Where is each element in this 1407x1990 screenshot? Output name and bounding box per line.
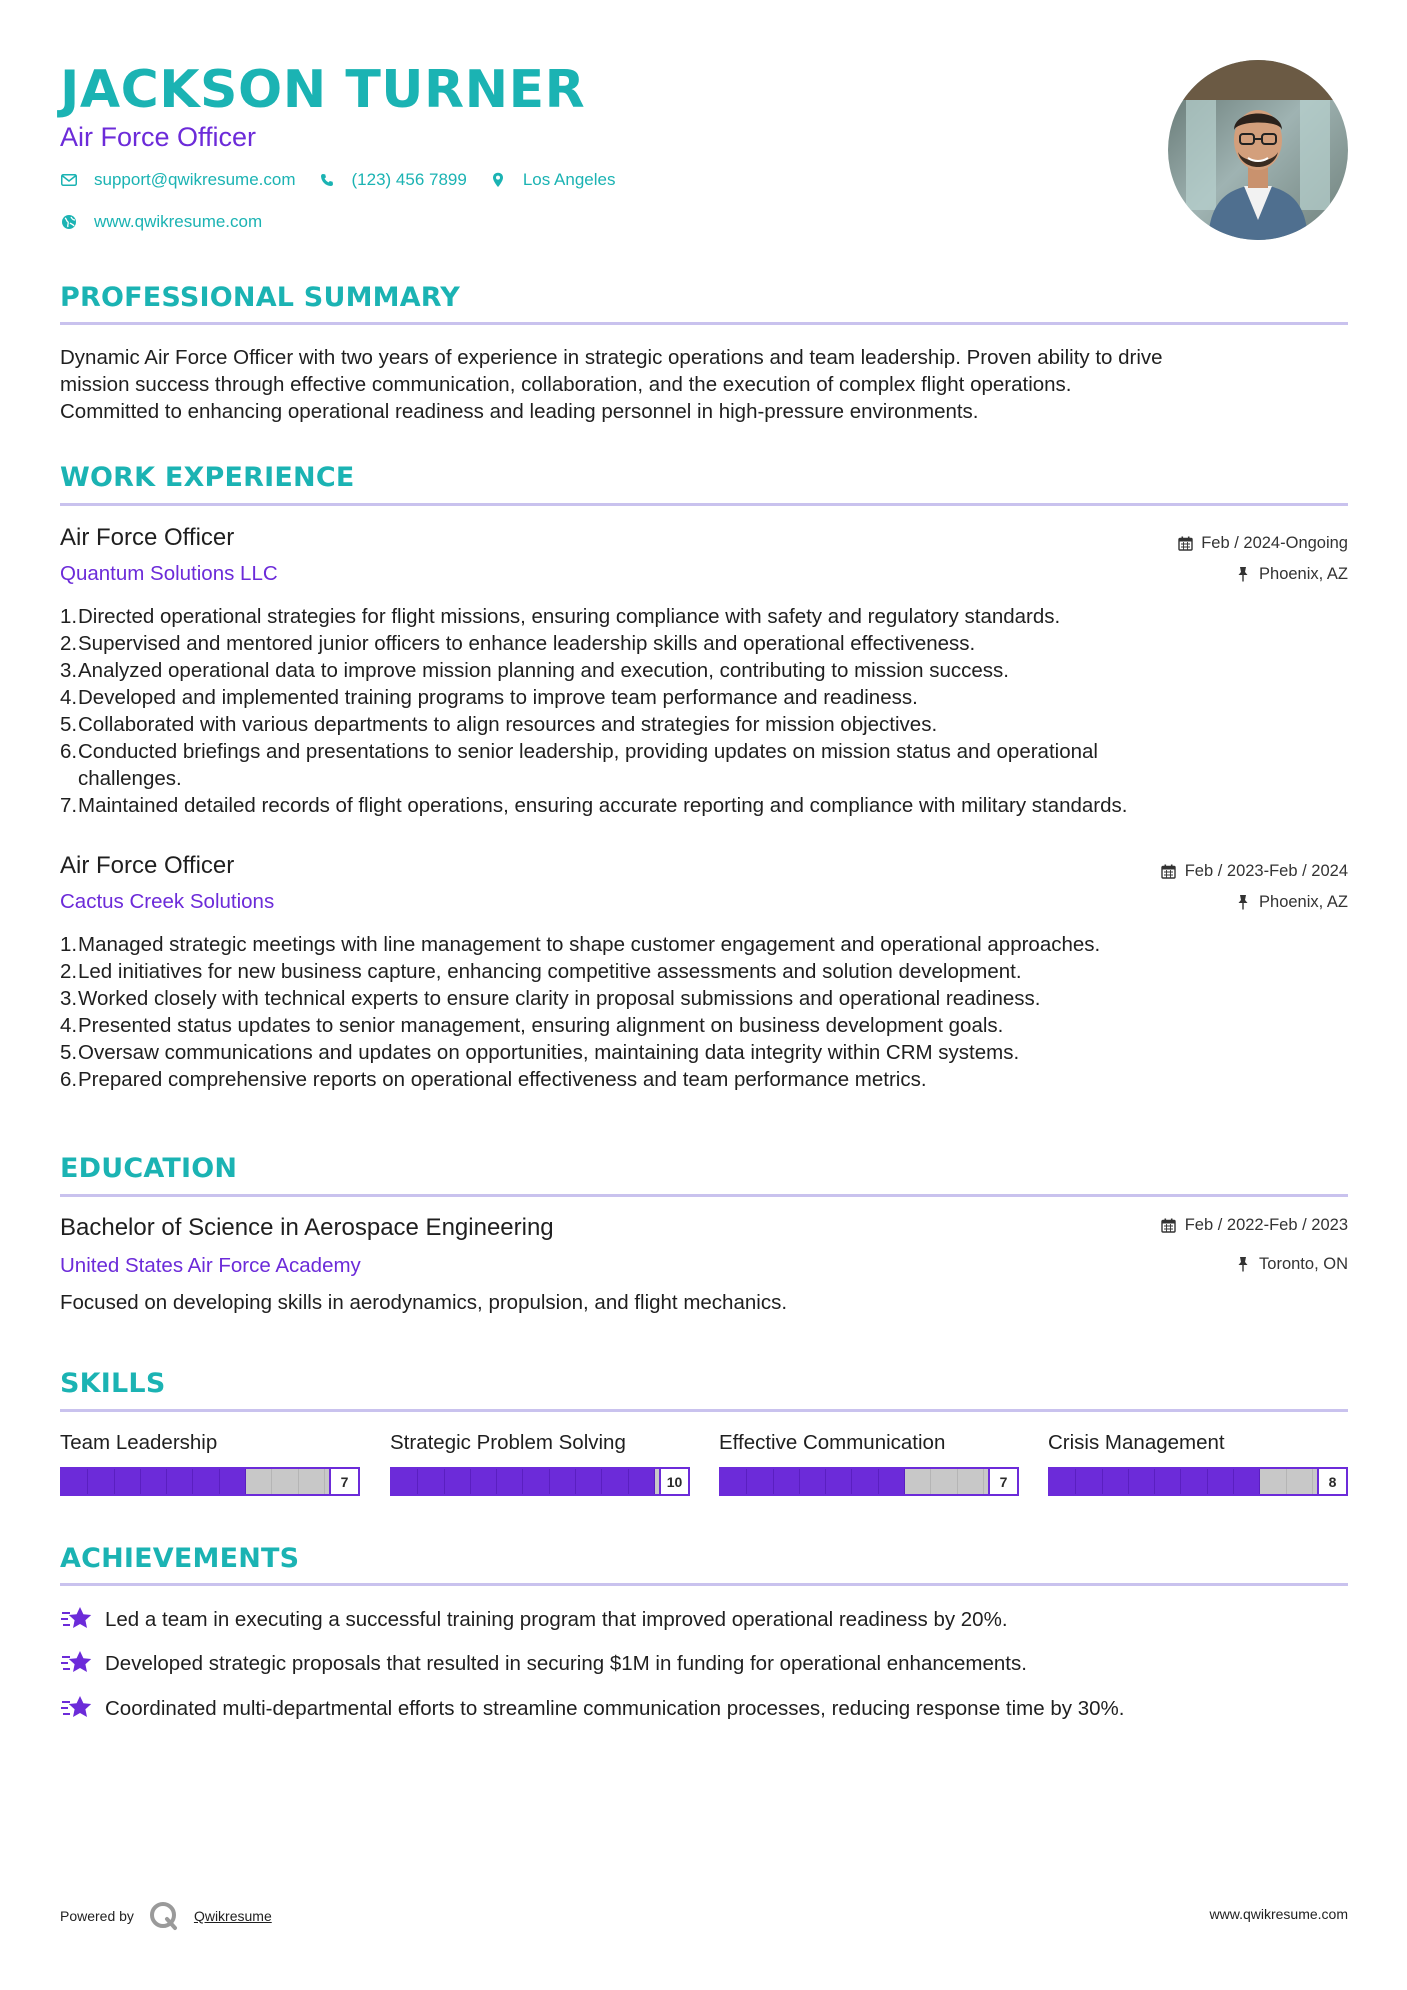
skill-bar-segment: [721, 1469, 747, 1494]
skill-name: Team Leadership: [60, 1431, 218, 1454]
job-location-text: Phoenix, AZ: [1259, 893, 1348, 911]
skill-name: Crisis Management: [1048, 1431, 1225, 1454]
candidate-name: JACKSON TURNER: [60, 60, 586, 120]
list-item: 5. Oversaw communications and updates on opportunities, maintaining data integrity within CRM systems.: [60, 1041, 1020, 1064]
skills-divider: [60, 1409, 1348, 1412]
list-item: 1. Directed operational strategies for flight missions, ensuring compliance with safety and regulatory standards.: [60, 605, 1061, 628]
candidate-role: Air Force Officer: [60, 122, 257, 152]
achievements-divider: [60, 1583, 1348, 1586]
job-title: Air Force Officer: [60, 852, 235, 879]
job-bullets: [60, 603, 1350, 819]
footer-powered-by: [60, 1900, 272, 1932]
skill-bar-segment: [88, 1469, 114, 1494]
skill-bar-segment: [800, 1469, 826, 1494]
skill-bar-segment: [141, 1469, 167, 1494]
skill-bar-segment: [1129, 1469, 1155, 1494]
calendar-icon: [1161, 1217, 1177, 1233]
job-location: [1235, 891, 1348, 913]
qwikresume-logo-icon: [148, 1900, 180, 1932]
phone-text: (123) 456 7899: [351, 170, 467, 189]
summary-line: mission success through effective communication, collaboration, and the execution of complex flight operations.: [60, 373, 1072, 396]
contact-row-2: [60, 212, 284, 232]
education-heading: EDUCATION: [60, 1153, 238, 1184]
achievement-text: Led a team in executing a successful training program that improved operational readiness by 20%.: [105, 1607, 1008, 1631]
skill-bar-segment: [905, 1469, 931, 1494]
contact-row-1: [60, 170, 637, 190]
skill-bar: [719, 1467, 1019, 1496]
education-divider: [60, 1194, 1348, 1197]
list-item: 5. Collaborated with various departments to align resources and strategies for mission objectives.: [60, 713, 938, 736]
skill-bar: [1048, 1467, 1348, 1496]
skill-bar-segment: [550, 1469, 576, 1494]
skill-bar-segment: [826, 1469, 852, 1494]
job-location: [1235, 563, 1348, 585]
skill-item: [1048, 1430, 1348, 1490]
powered-by-text: Powered by: [60, 1908, 134, 1924]
envelope-icon: [60, 171, 78, 189]
education-dates-text: Feb / 2022-Feb / 2023: [1184, 1216, 1348, 1234]
skill-bar-segment: [602, 1469, 628, 1494]
skill-bar-segment: [299, 1469, 325, 1494]
skill-bar-segment: [471, 1469, 497, 1494]
experience-divider: [60, 503, 1348, 506]
skill-name: Strategic Problem Solving: [390, 1431, 626, 1454]
list-item: 6. Prepared comprehensive reports on operational effectiveness and team performance metrics.: [60, 1068, 927, 1091]
education-location-text: Toronto, ON: [1259, 1255, 1348, 1273]
skill-bar-segment: [629, 1469, 655, 1494]
job-dates-text: Feb / 2023-Feb / 2024: [1184, 862, 1348, 880]
skill-bar-segment: [1234, 1469, 1260, 1494]
job-location-text: Phoenix, AZ: [1259, 565, 1348, 583]
skill-bar-segment: [445, 1469, 471, 1494]
experience-heading: WORK EXPERIENCE: [60, 462, 355, 493]
list-item: 2. Led initiatives for new business capture, enhancing competitive assessments and solution development.: [60, 960, 1022, 983]
profile-photo: [1168, 60, 1348, 240]
skill-level-badge: 7: [329, 1467, 360, 1496]
achievement-item: [60, 1605, 1008, 1633]
skill-bar-segment: [62, 1469, 88, 1494]
skill-bar-segment: [246, 1469, 272, 1494]
phone-icon: [318, 171, 336, 189]
contact-phone[interactable]: [318, 170, 467, 190]
list-item: 2. Supervised and mentored junior officers to enhance leadership skills and operational effectiveness.: [60, 632, 976, 655]
skills-heading: SKILLS: [60, 1368, 166, 1399]
job-company: Quantum Solutions LLC: [60, 562, 278, 585]
brand-link[interactable]: Qwikresume: [193, 1908, 272, 1924]
achievement-item: [60, 1694, 1124, 1722]
job-bullets: [60, 931, 1350, 1093]
star-icon: [60, 1649, 94, 1677]
skill-bar-segment: [272, 1469, 298, 1494]
education-location: [1235, 1253, 1348, 1275]
skill-bar-segment: [220, 1469, 246, 1494]
list-item: 7. Maintained detailed records of flight operations, ensuring accurate reporting and compliance with military standards.: [60, 794, 1128, 817]
skill-bar-segment: [1287, 1469, 1313, 1494]
calendar-icon: [1177, 535, 1193, 551]
skill-bar-segment: [1260, 1469, 1286, 1494]
skill-bar-segment: [418, 1469, 444, 1494]
skill-bar-segment: [115, 1469, 141, 1494]
skill-level-badge: 8: [1317, 1467, 1348, 1496]
achievement-item: [60, 1649, 1027, 1677]
pushpin-icon: [1235, 566, 1251, 582]
summary-divider: [60, 322, 1348, 325]
skill-bar-segment: [747, 1469, 773, 1494]
contact-email[interactable]: [60, 170, 296, 190]
skill-bar-segment: [167, 1469, 193, 1494]
star-icon: [60, 1605, 94, 1633]
skill-item: [60, 1430, 360, 1490]
skill-bar-segment: [879, 1469, 905, 1494]
skill-bar-segment: [392, 1469, 418, 1494]
footer-site-link[interactable]: www.qwikresume.com: [1209, 1906, 1348, 1922]
skill-level-badge: 10: [659, 1467, 690, 1496]
skill-bar-segment: [958, 1469, 984, 1494]
skill-bar: [60, 1467, 360, 1496]
skill-item: [390, 1430, 690, 1490]
summary-heading: PROFESSIONAL SUMMARY: [60, 282, 461, 313]
education-description: Focused on developing skills in aerodynamics, propulsion, and flight mechanics.: [60, 1291, 788, 1314]
skill-name: Effective Communication: [719, 1431, 946, 1454]
skill-bar-segment: [523, 1469, 549, 1494]
map-pin-icon: [489, 171, 507, 189]
skill-bar-segment: [774, 1469, 800, 1494]
website-text: www.qwikresume.com: [94, 212, 263, 231]
email-text: support@qwikresume.com: [94, 170, 296, 189]
achievement-text: Developed strategic proposals that resulted in securing $1M in funding for operational enhancements.: [105, 1651, 1027, 1675]
achievement-text: Coordinated multi-departmental efforts to streamline communication processes, reducing response time by 30%.: [105, 1696, 1125, 1720]
list-item: 4. Presented status updates to senior management, ensuring alignment on business development goals.: [60, 1014, 1004, 1037]
skill-bar-segment: [1155, 1469, 1181, 1494]
list-item: 3. Analyzed operational data to improve mission planning and execution, contributing to mission success.: [60, 659, 1009, 682]
job-dates: [1161, 860, 1348, 882]
job-dates-text: Feb / 2024-Ongoing: [1201, 534, 1348, 552]
location-text: Los Angeles: [522, 170, 616, 189]
skill-bar: [390, 1467, 690, 1496]
education-dates: [1161, 1214, 1348, 1236]
job-title: Air Force Officer: [60, 524, 235, 551]
skill-bar-segment: [1208, 1469, 1234, 1494]
summary-line: Dynamic Air Force Officer with two years of experience in strategic operations and team leadership. Proven ability to drive: [60, 346, 1163, 369]
skill-bar-segment: [193, 1469, 219, 1494]
skill-bar-segment: [1103, 1469, 1129, 1494]
list-item: 1. Managed strategic meetings with line management to shape customer engagement and operational approaches.: [60, 933, 1101, 956]
skill-bar-segment: [931, 1469, 957, 1494]
star-icon: [60, 1694, 94, 1722]
contact-location: [489, 170, 616, 190]
pushpin-icon: [1235, 1256, 1251, 1272]
skill-bar-segment: [497, 1469, 523, 1494]
list-item: 3. Worked closely with technical experts to ensure clarity in proposal submissions and operational readiness.: [60, 987, 1041, 1010]
skill-level-badge: 7: [988, 1467, 1019, 1496]
job-company: Cactus Creek Solutions: [60, 890, 275, 913]
job-dates: [1177, 532, 1348, 554]
skill-bar-segment: [1181, 1469, 1207, 1494]
skill-bar-segment: [852, 1469, 878, 1494]
achievements-heading: ACHIEVEMENTS: [60, 1543, 300, 1574]
contact-website[interactable]: [60, 212, 262, 232]
skill-bar-segment: [576, 1469, 602, 1494]
skill-bar-segment: [1050, 1469, 1076, 1494]
skill-item: [719, 1430, 1019, 1490]
summary-text: [60, 344, 1350, 425]
degree-title: Bachelor of Science in Aerospace Engineering: [60, 1214, 554, 1241]
globe-icon: [60, 213, 78, 231]
skill-bar-segment: [1076, 1469, 1102, 1494]
calendar-icon: [1161, 863, 1177, 879]
list-item: 6. Conducted briefings and presentations to senior leadership, providing updates on mission status and operational challenges.: [60, 740, 1098, 790]
summary-line: Committed to enhancing operational readiness and leading personnel in high-pressure environments.: [60, 400, 979, 423]
school-name: United States Air Force Academy: [60, 1254, 361, 1277]
pushpin-icon: [1235, 894, 1251, 910]
list-item: 4. Developed and implemented training programs to improve team performance and readiness.: [60, 686, 918, 709]
